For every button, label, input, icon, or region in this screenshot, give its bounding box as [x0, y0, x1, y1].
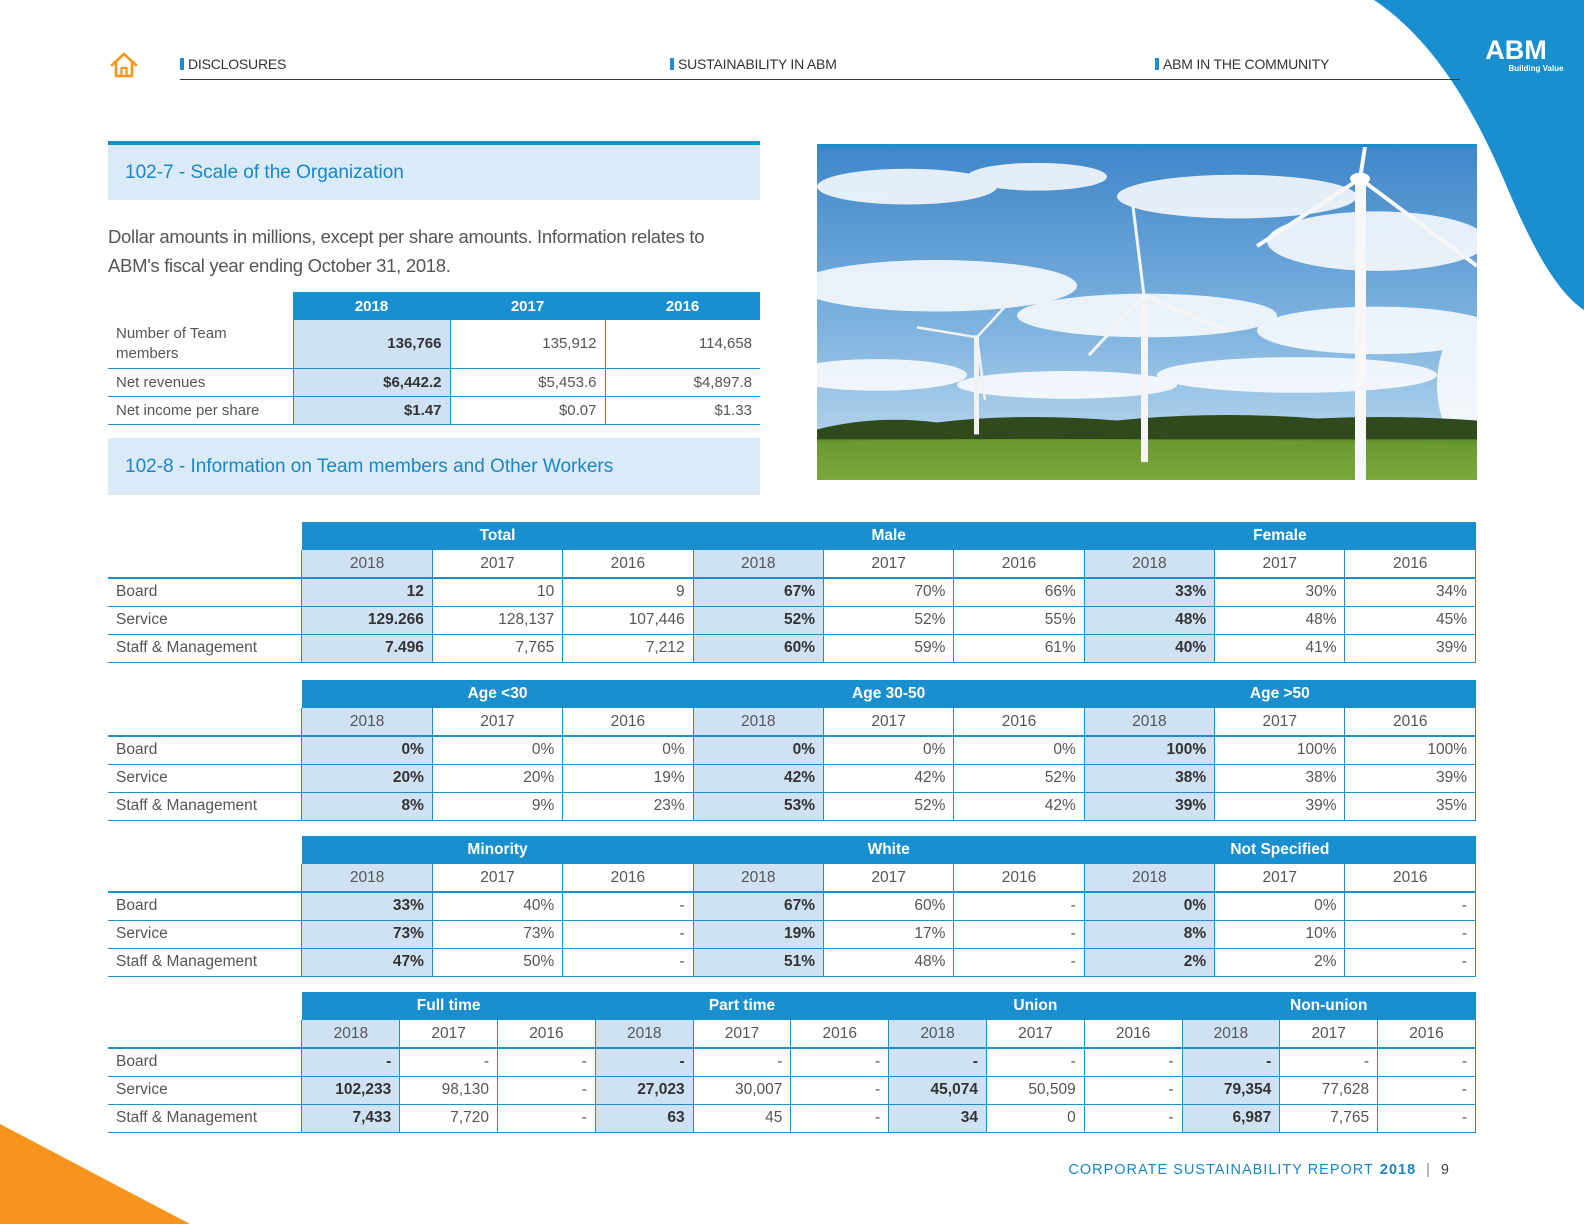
cell: 73%	[302, 920, 432, 948]
cell: 67%	[693, 892, 823, 920]
cell: 48%	[823, 948, 953, 976]
row-label: Staff & Management	[108, 948, 302, 976]
row-label: Service	[108, 920, 302, 948]
nav-sustainability[interactable]	[670, 56, 837, 72]
cell: 42%	[693, 764, 823, 792]
cell: 33%	[1084, 578, 1214, 606]
year-header: 2016	[791, 1020, 889, 1048]
table-row	[108, 320, 760, 368]
year-header: 2018	[302, 864, 432, 892]
year-header: 2017	[450, 292, 605, 320]
year-header: 2017	[1215, 550, 1345, 578]
header-blank	[108, 292, 293, 320]
cell: 39%	[1215, 792, 1345, 820]
cell: 0%	[432, 736, 562, 764]
table-row	[108, 578, 1476, 606]
year-header: 2018	[1182, 1020, 1280, 1048]
cell: 7,765	[1280, 1104, 1378, 1132]
cell: 42%	[823, 764, 953, 792]
group-header: Union	[889, 992, 1182, 1020]
corner-orange-triangle	[0, 1124, 190, 1224]
cell: 0%	[563, 736, 693, 764]
cell: 60%	[823, 892, 953, 920]
cell: $6,442.2	[293, 368, 450, 396]
cell: -	[563, 892, 693, 920]
year-header: 2018	[302, 708, 432, 736]
cell: 48%	[1215, 606, 1345, 634]
cell: 63	[595, 1104, 693, 1132]
cell: -	[1345, 920, 1476, 948]
age-table	[108, 680, 1476, 821]
group-header: Part time	[595, 992, 888, 1020]
wind-turbines-photo	[817, 144, 1477, 480]
group-header: Total	[302, 522, 693, 550]
cell: 114,658	[605, 320, 760, 368]
cell: $4,897.8	[605, 368, 760, 396]
cell: 10	[432, 578, 562, 606]
group-header: Male	[693, 522, 1084, 550]
cell: 19%	[693, 920, 823, 948]
year-header: 2017	[1280, 1020, 1378, 1048]
section-title-workers: 102-8 - Information on Team members and Other Workers	[108, 438, 760, 495]
cell: 35%	[1345, 792, 1476, 820]
footer-report-title: CORPORATE SUSTAINABILITY REPORT	[1068, 1162, 1374, 1178]
ethnicity-table	[108, 836, 1476, 977]
row-label: Service	[108, 1076, 302, 1104]
year-header: 2016	[954, 708, 1084, 736]
cell: 7.496	[302, 634, 432, 662]
cell: 67%	[693, 578, 823, 606]
cell: 38%	[1215, 764, 1345, 792]
nav-label: DISCLOSURES	[188, 56, 287, 72]
cell: 40%	[1084, 634, 1214, 662]
cell: -	[954, 948, 1084, 976]
row-label: Service	[108, 606, 302, 634]
group-header: Female	[1084, 522, 1475, 550]
header-blank	[108, 992, 302, 1020]
cell: 7,212	[563, 634, 693, 662]
cell: 19%	[563, 764, 693, 792]
row-label: Board	[108, 736, 302, 764]
cell: 10%	[1215, 920, 1345, 948]
section-title-scale: 102-7 - Scale of the Organization	[108, 141, 760, 200]
cell: 7,433	[302, 1104, 400, 1132]
table-row	[108, 792, 1476, 820]
page-footer	[1068, 1162, 1450, 1178]
year-header: 2018	[1084, 864, 1214, 892]
year-header: 2017	[986, 1020, 1084, 1048]
cell: 23%	[563, 792, 693, 820]
header-blank	[108, 864, 302, 892]
row-label: Board	[108, 892, 302, 920]
cell: -	[1280, 1048, 1378, 1076]
cell: 27,023	[595, 1076, 693, 1104]
group-header: White	[693, 836, 1084, 864]
row-label: Board	[108, 578, 302, 606]
cell: 12	[302, 578, 432, 606]
year-header: 2018	[293, 292, 450, 320]
year-header: 2017	[400, 1020, 498, 1048]
year-header: 2017	[432, 708, 562, 736]
group-header: Not Specified	[1084, 836, 1475, 864]
cell: 70%	[823, 578, 953, 606]
cell: 30,007	[693, 1076, 791, 1104]
year-header: 2016	[954, 550, 1084, 578]
row-label: Net revenues	[108, 368, 293, 396]
cell: 100%	[1215, 736, 1345, 764]
cell: -	[1378, 1048, 1476, 1076]
cell: -	[498, 1104, 596, 1132]
year-header: 2018	[693, 864, 823, 892]
cell: -	[791, 1076, 889, 1104]
nav-community[interactable]	[1155, 56, 1329, 72]
cell: -	[563, 920, 693, 948]
table-row	[108, 736, 1476, 764]
cell: 39%	[1345, 634, 1476, 662]
cell: 52%	[823, 792, 953, 820]
year-header: 2018	[693, 708, 823, 736]
cell: 38%	[1084, 764, 1214, 792]
cell: $1.33	[605, 396, 760, 424]
nav-marker	[180, 58, 184, 70]
year-header: 2016	[1345, 708, 1476, 736]
abm-logo	[1466, 36, 1566, 74]
cell: -	[693, 1048, 791, 1076]
cell: 77,628	[1280, 1076, 1378, 1104]
cell: -	[1084, 1104, 1182, 1132]
gender-table	[108, 522, 1476, 663]
cell: 0%	[823, 736, 953, 764]
year-header: 2018	[302, 550, 432, 578]
cell: 20%	[432, 764, 562, 792]
cell: -	[986, 1048, 1084, 1076]
header-blank	[108, 708, 302, 736]
header-blank	[108, 522, 302, 550]
cell: 79,354	[1182, 1076, 1280, 1104]
cell: 2%	[1215, 948, 1345, 976]
cell: 0%	[1084, 892, 1214, 920]
cell: -	[1182, 1048, 1280, 1076]
cell: 9	[563, 578, 693, 606]
cell: -	[791, 1104, 889, 1132]
top-navigation	[180, 56, 1460, 80]
cell: 7,765	[432, 634, 562, 662]
year-header: 2017	[823, 864, 953, 892]
row-label: Net income per share	[108, 396, 293, 424]
cell: 52%	[823, 606, 953, 634]
cell: 2%	[1084, 948, 1214, 976]
cell: 100%	[1345, 736, 1476, 764]
table-row	[108, 1076, 1476, 1104]
year-header: 2017	[432, 864, 562, 892]
cell: 20%	[302, 764, 432, 792]
page-number: 9	[1440, 1162, 1450, 1178]
cell: 50%	[432, 948, 562, 976]
cell: 136,766	[293, 320, 450, 368]
cell: 41%	[1215, 634, 1345, 662]
year-header: 2016	[563, 708, 693, 736]
table-row	[108, 396, 760, 424]
year-header: 2017	[1215, 864, 1345, 892]
cell: 135,912	[450, 320, 605, 368]
row-label: Staff & Management	[108, 1104, 302, 1132]
group-header: Age 30-50	[693, 680, 1084, 708]
footer-year: 2018	[1379, 1162, 1417, 1178]
cell: 61%	[954, 634, 1084, 662]
home-icon[interactable]	[109, 50, 139, 80]
cell: 0%	[302, 736, 432, 764]
row-label: Board	[108, 1048, 302, 1076]
cell: -	[595, 1048, 693, 1076]
cell: 34	[889, 1104, 987, 1132]
cell: 129.266	[302, 606, 432, 634]
cell: 30%	[1215, 578, 1345, 606]
row-label: Service	[108, 764, 302, 792]
cell: -	[1084, 1076, 1182, 1104]
year-header: 2016	[1084, 1020, 1182, 1048]
group-header: Full time	[302, 992, 595, 1020]
cell: 107,446	[563, 606, 693, 634]
row-label: Staff & Management	[108, 634, 302, 662]
cell: -	[302, 1048, 400, 1076]
cell: 17%	[823, 920, 953, 948]
table-row	[108, 764, 1476, 792]
cell: -	[1378, 1104, 1476, 1132]
cell: 0%	[954, 736, 1084, 764]
cell: 98,130	[400, 1076, 498, 1104]
table-row	[108, 948, 1476, 976]
year-header: 2018	[1084, 708, 1214, 736]
row-label: Staff & Management	[108, 792, 302, 820]
cell: 8%	[302, 792, 432, 820]
cell: 48%	[1084, 606, 1214, 634]
cell: 0%	[693, 736, 823, 764]
cell: 40%	[432, 892, 562, 920]
year-header: 2016	[954, 864, 1084, 892]
cell: 45,074	[889, 1076, 987, 1104]
cell: 52%	[693, 606, 823, 634]
cell: 128,137	[432, 606, 562, 634]
nav-disclosures[interactable]	[180, 56, 286, 72]
year-header: 2016	[563, 550, 693, 578]
nav-label: SUSTAINABILITY IN ABM	[678, 56, 837, 72]
cell: -	[1084, 1048, 1182, 1076]
logo-wordmark: ABM	[1485, 35, 1547, 65]
header-blank	[108, 1020, 302, 1048]
employment-table	[108, 992, 1476, 1133]
table-row	[108, 634, 1476, 662]
cell: -	[1345, 948, 1476, 976]
cell: 8%	[1084, 920, 1214, 948]
cell: 34%	[1345, 578, 1476, 606]
cell: -	[400, 1048, 498, 1076]
group-header: Age <30	[302, 680, 693, 708]
table-row	[108, 368, 760, 396]
year-header: 2016	[563, 864, 693, 892]
year-header: 2017	[432, 550, 562, 578]
nav-marker	[1155, 58, 1159, 70]
year-header: 2016	[1345, 864, 1476, 892]
cell: $0.07	[450, 396, 605, 424]
cell: 7,720	[400, 1104, 498, 1132]
cell: 33%	[302, 892, 432, 920]
table-row	[108, 1104, 1476, 1132]
year-header: 2016	[498, 1020, 596, 1048]
cell: 9%	[432, 792, 562, 820]
row-label: Number of Team members	[108, 320, 293, 368]
table-row	[108, 920, 1476, 948]
cell: 55%	[954, 606, 1084, 634]
cell: 0%	[1215, 892, 1345, 920]
scale-table	[108, 292, 760, 425]
cell: -	[889, 1048, 987, 1076]
year-header: 2018	[693, 550, 823, 578]
year-header: 2018	[889, 1020, 987, 1048]
cell: 53%	[693, 792, 823, 820]
year-header: 2016	[1378, 1020, 1476, 1048]
cell: $1.47	[293, 396, 450, 424]
cell: 47%	[302, 948, 432, 976]
cell: -	[498, 1048, 596, 1076]
year-header: 2016	[605, 292, 760, 320]
cell: -	[498, 1076, 596, 1104]
nav-marker	[670, 58, 674, 70]
cell: -	[1378, 1076, 1476, 1104]
cell: -	[563, 948, 693, 976]
cell: 0	[986, 1104, 1084, 1132]
group-header: Age >50	[1084, 680, 1475, 708]
year-header: 2017	[693, 1020, 791, 1048]
nav-label: ABM IN THE COMMUNITY	[1163, 56, 1330, 72]
year-header: 2017	[823, 708, 953, 736]
cell: -	[1345, 892, 1476, 920]
cell: 100%	[1084, 736, 1214, 764]
year-header: 2016	[1345, 550, 1476, 578]
header-blank	[108, 680, 302, 708]
footer-separator: |	[1426, 1162, 1431, 1178]
cell: 51%	[693, 948, 823, 976]
table-row	[108, 1048, 1476, 1076]
intro-paragraph: Dollar amounts in millions, except per share amounts. Information relates to ABM's fiscal year ending October 31, 2018.	[108, 226, 705, 276]
cell: $5,453.6	[450, 368, 605, 396]
header-blank	[108, 836, 302, 864]
cell: -	[791, 1048, 889, 1076]
cell: 45	[693, 1104, 791, 1132]
cell: 52%	[954, 764, 1084, 792]
cell: 6,987	[1182, 1104, 1280, 1132]
table-row	[108, 892, 1476, 920]
year-header: 2018	[595, 1020, 693, 1048]
group-header: Minority	[302, 836, 693, 864]
cell: 39%	[1084, 792, 1214, 820]
year-header: 2018	[302, 1020, 400, 1048]
cell: 39%	[1345, 764, 1476, 792]
cell: 50,509	[986, 1076, 1084, 1104]
year-header: 2018	[1084, 550, 1214, 578]
year-header: 2017	[1215, 708, 1345, 736]
logo-tagline: Building Value	[1508, 64, 1564, 73]
year-header: 2017	[823, 550, 953, 578]
cell: 73%	[432, 920, 562, 948]
header-blank	[108, 550, 302, 578]
cell: 66%	[954, 578, 1084, 606]
cell: -	[954, 892, 1084, 920]
group-header: Non-union	[1182, 992, 1475, 1020]
cell: 102,233	[302, 1076, 400, 1104]
cell: 60%	[693, 634, 823, 662]
cell: 59%	[823, 634, 953, 662]
cell: 42%	[954, 792, 1084, 820]
cell: 45%	[1345, 606, 1476, 634]
table-row	[108, 606, 1476, 634]
cell: -	[954, 920, 1084, 948]
